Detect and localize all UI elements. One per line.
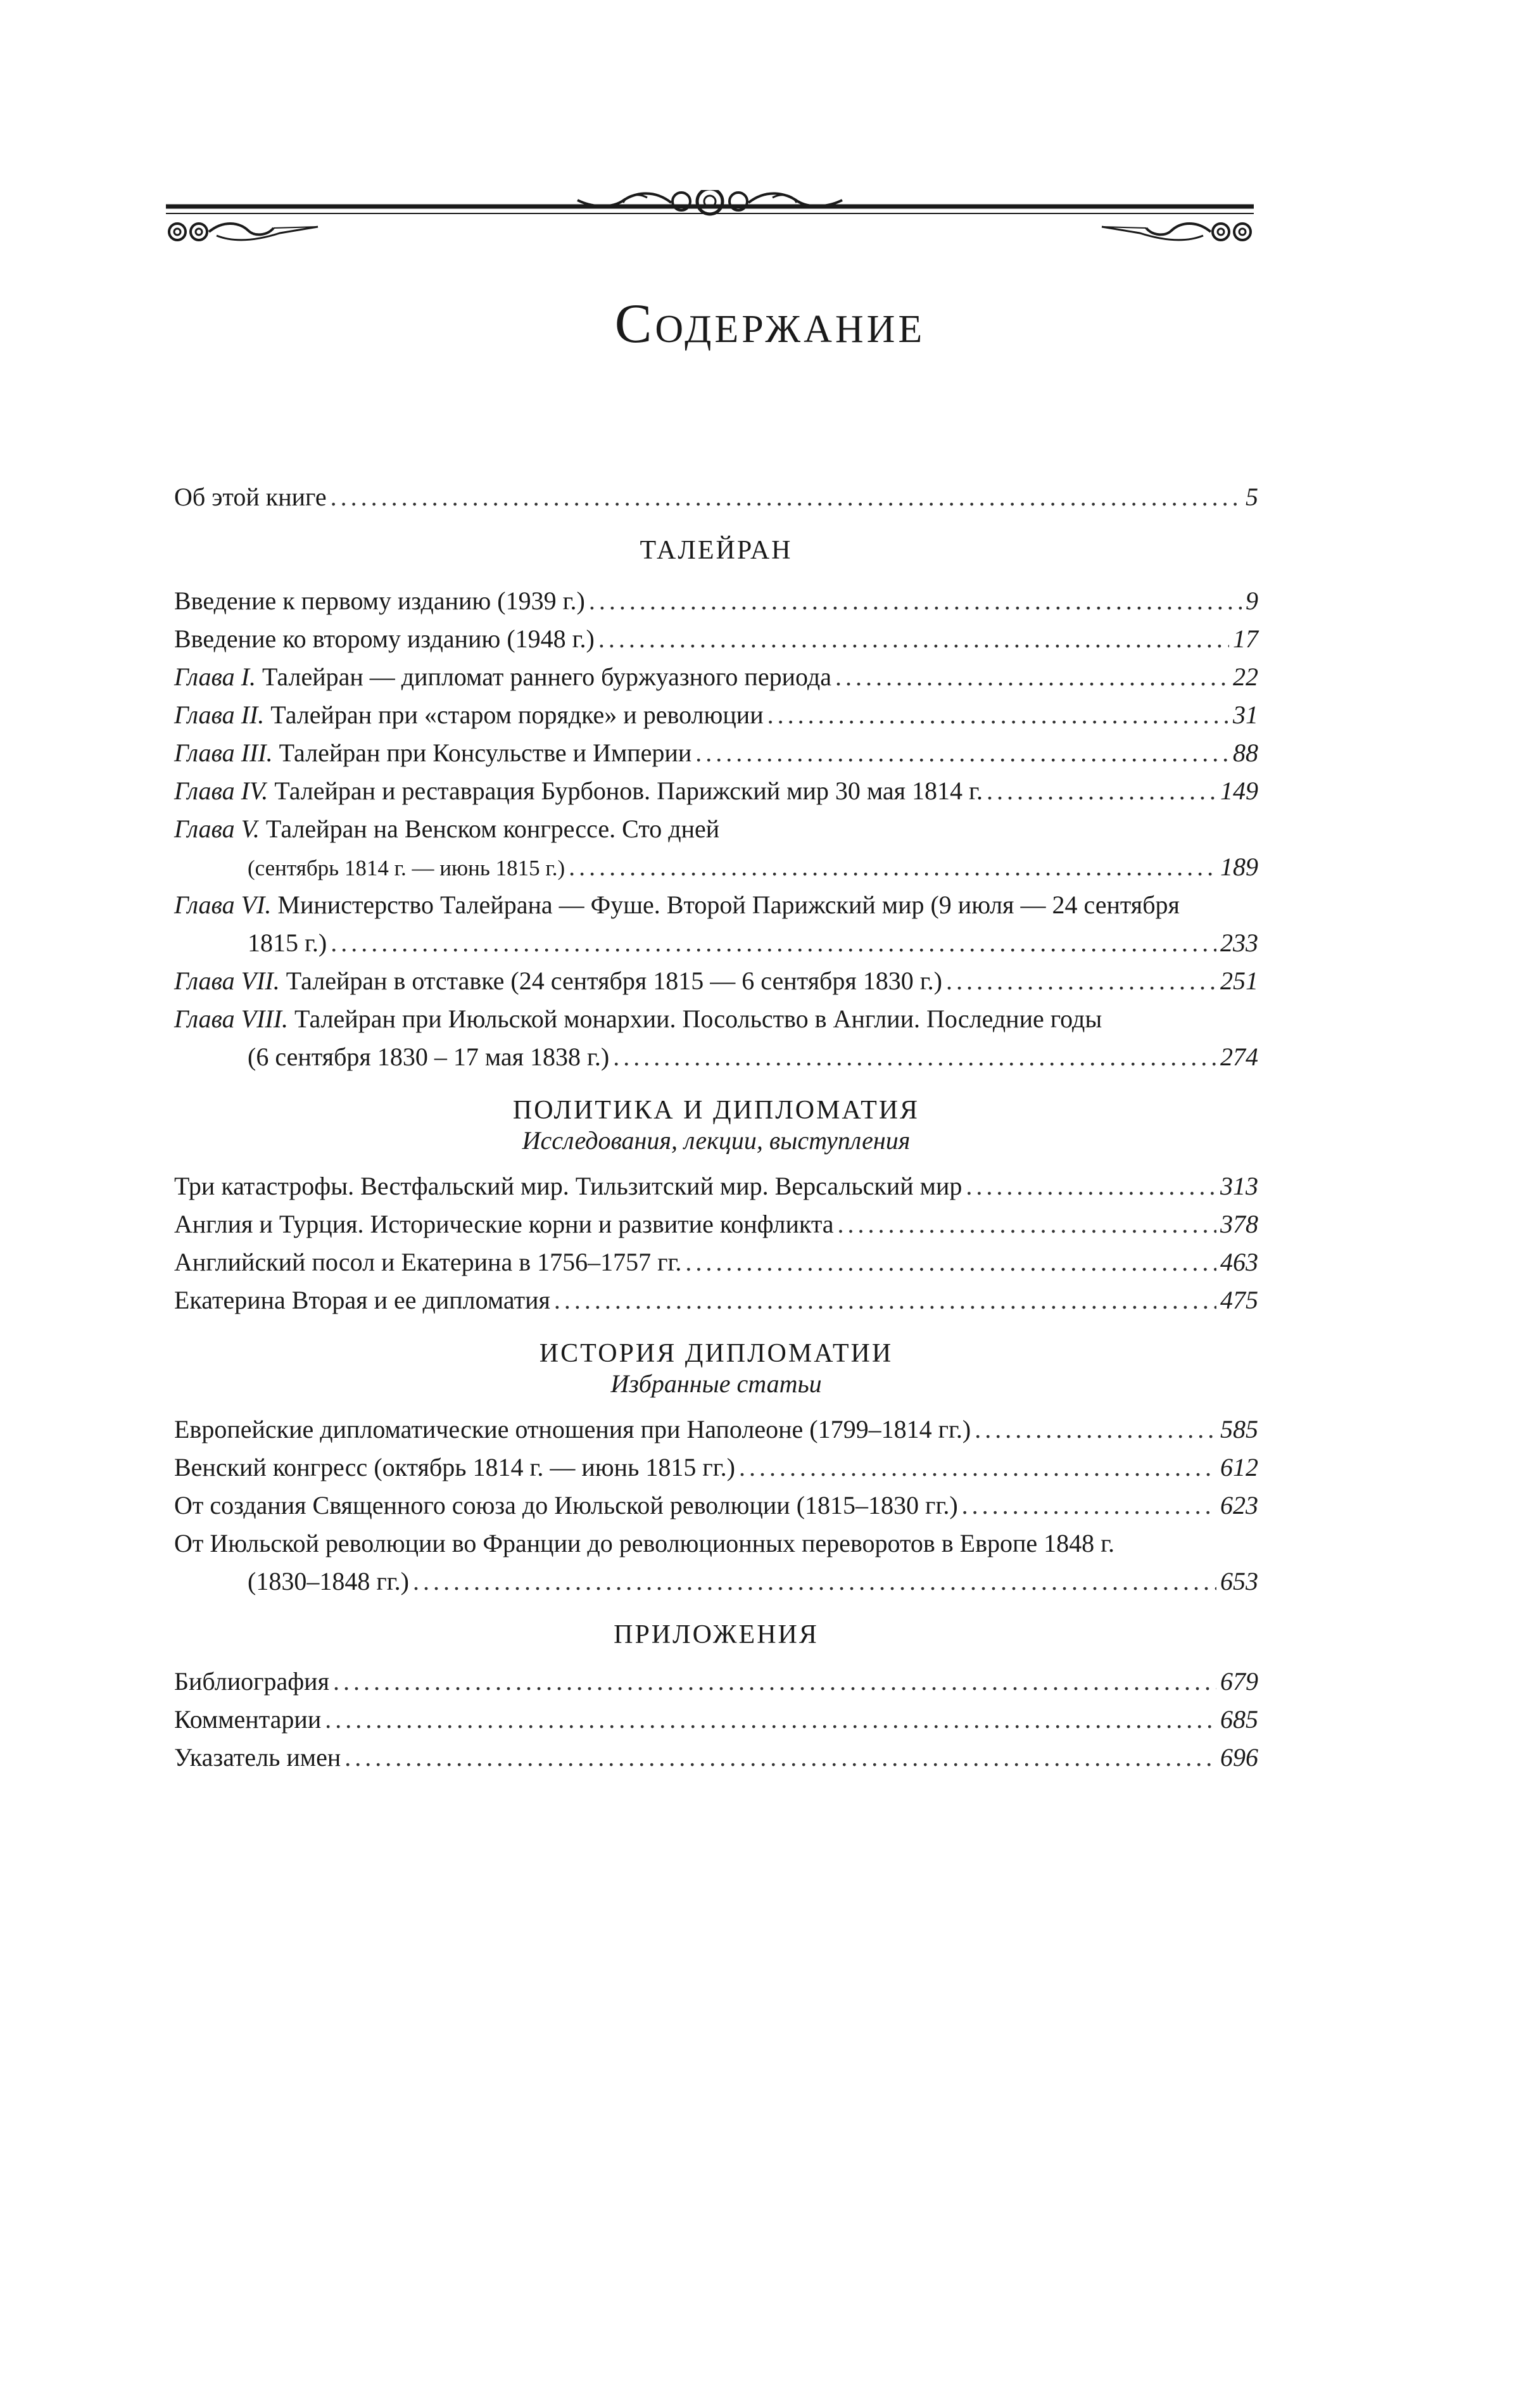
dot-leader [325,1701,1216,1739]
toc-entry-page: 274 [1220,1043,1258,1071]
chapter-prefix: Глава IV. [174,777,268,805]
toc-entry[interactable] [174,1663,1258,1701]
chapter-prefix: Глава V. [174,815,260,843]
toc-entry-label: Библиография [174,1667,329,1696]
chapter-prefix: Глава I. [174,663,256,691]
chapter-title: Министерство Талейрана — Фуше. Второй Парижский мир (9 июля — 24 сентября [277,891,1180,919]
dot-leader [344,1739,1216,1777]
toc-entry-label: Введение к первому изданию (1939 г.) [174,587,585,615]
dot-leader [569,848,1216,886]
chapter-prefix: Глава III. [174,739,273,767]
toc-entry-page: 378 [1220,1210,1258,1238]
toc-entry-page: 679 [1220,1667,1258,1696]
table-of-contents [174,478,1258,1777]
chapter-title: Талейран — дипломат раннего буржуазного периода [262,663,831,691]
section-heading-appendices: ПРИЛОЖЕНИЯ [614,1620,819,1649]
toc-entry-label: (1830–1848 гг.) [248,1567,409,1595]
toc-entry[interactable] [174,772,1258,810]
toc-entry-page: 189 [1220,853,1258,881]
dot-leader [554,1281,1216,1319]
toc-entry-label: (6 сентября 1830 – 17 мая 1838 г.) [248,1043,610,1071]
toc-entry-label [174,734,691,772]
toc-entry-label: Екатерина Вторая и ее дипломатия [174,1286,550,1314]
toc-entry-label: 1815 г.) [248,929,327,957]
section-subheading: Исследования, лекции, выступления [522,1126,911,1155]
toc-entry-page: 17 [1233,625,1258,653]
dot-leader [739,1449,1216,1487]
dot-leader [767,696,1229,734]
chapter-prefix: Глава VI. [174,891,272,919]
toc-entry-line[interactable]: От Июльской революции во Франции до революционных переворотов в Европе 1848 г. [174,1529,1115,1557]
toc-entry-page: 88 [1233,739,1258,767]
toc-entry[interactable] [174,1449,1258,1487]
toc-entry[interactable] [174,1205,1258,1243]
toc-entry[interactable] [174,1563,1258,1601]
dot-leader [413,1563,1216,1601]
section-heading-history: ИСТОРИЯ ДИПЛОМАТИИ [539,1339,893,1368]
toc-entry-page: 696 [1220,1743,1258,1772]
section-heading-talleyrand: ТАЛЕЙРАН [640,536,793,565]
toc-entry-label: Об этой книге [174,483,327,511]
toc-entry-label: Англия и Турция. Исторические корни и развитие конфликта [174,1210,834,1238]
toc-entry[interactable] [174,1243,1258,1281]
dot-leader [838,1205,1216,1243]
toc-entry-label: Указатель имен [174,1743,341,1772]
chapter-title: Талейран в отставке (24 сентября 1815 — 6 сентября 1830 г.) [286,967,942,995]
toc-entry-page: 5 [1246,483,1258,511]
toc-entry[interactable] [174,1487,1258,1525]
toc-entry-label: Комментарии [174,1705,322,1734]
toc-entry[interactable] [174,848,1258,886]
dot-leader [835,658,1229,696]
section-heading-politics: ПОЛИТИКА И ДИПЛОМАТИЯ [512,1096,920,1125]
toc-entry-label [174,658,831,696]
toc-entry-page: 623 [1220,1491,1258,1519]
toc-entry-page: 31 [1233,701,1258,729]
toc-entry[interactable] [174,924,1258,962]
toc-entry-label [174,962,942,1000]
dot-leader [331,924,1216,962]
toc-entry-label: Три катастрофы. Вестфальский мир. Тильзитский мир. Версальский мир [174,1172,962,1200]
toc-entry-line[interactable] [174,1000,1258,1038]
section-subheading: Избранные статьи [610,1369,822,1398]
toc-entry-page: 653 [1220,1567,1258,1595]
dot-leader [589,582,1242,620]
dot-leader [695,734,1229,772]
toc-entry[interactable] [174,620,1258,658]
toc-entry-label: Введение ко второму изданию (1948 г.) [174,625,595,653]
chapter-prefix: Глава VIII. [174,1005,289,1033]
chapter-title: Талейран и реставрация Бурбонов. Парижский мир 30 мая 1814 г. [274,777,983,805]
page-title: Содержание [614,293,926,355]
toc-entry-page: 685 [1220,1705,1258,1734]
toc-entry[interactable] [174,1167,1258,1205]
toc-entry-page: 149 [1220,777,1258,805]
toc-entry[interactable] [174,582,1258,620]
dot-leader [987,772,1216,810]
dot-leader [613,1038,1216,1076]
toc-entry-page: 251 [1220,967,1258,995]
dot-leader [333,1663,1216,1701]
toc-entry-page: 313 [1220,1172,1258,1200]
dot-leader [962,1487,1216,1525]
toc-entry[interactable] [174,696,1258,734]
toc-entry[interactable] [174,962,1258,1000]
chapter-title: Талейран при Июльской монархии. Посольство в Англии. Последние годы [294,1005,1102,1033]
toc-entry-label: (сентябрь 1814 г. — июнь 1815 г.) [248,856,565,880]
dot-leader [966,1167,1216,1205]
dot-leader [685,1243,1216,1281]
toc-entry-page: 233 [1220,929,1258,957]
toc-entry-page: 22 [1233,663,1258,691]
toc-entry-line[interactable] [174,810,1258,848]
toc-entry-label: Английский посол и Екатерина в 1756–1757 гг. [174,1248,682,1276]
toc-entry-label: Европейские дипломатические отношения при Наполеоне (1799–1814 гг.) [174,1415,971,1443]
toc-entry[interactable] [174,1411,1258,1449]
toc-entry-label: От создания Священного союза до Июльской революции (1815–1830 гг.) [174,1491,958,1519]
toc-entry-page: 612 [1220,1453,1258,1481]
toc-entry[interactable] [174,658,1258,696]
chapter-prefix: Глава II. [174,701,265,729]
toc-entry-label [174,772,983,810]
dot-leader [331,478,1242,516]
chapter-prefix: Глава VII. [174,967,280,995]
toc-entry-label [174,696,764,734]
chapter-title: Талейран на Венском конгрессе. Сто дней [265,815,720,843]
toc-entry-about-book[interactable] [174,478,1258,516]
toc-entry[interactable] [174,734,1258,772]
toc-entry-label: Венский конгресс (октябрь 1814 г. — июнь 1815 гг.) [174,1453,735,1481]
toc-entry[interactable] [174,1701,1258,1739]
chapter-title: Талейран при Консульстве и Империи [279,739,692,767]
toc-entry-page: 463 [1220,1248,1258,1276]
toc-entry[interactable] [174,1739,1258,1777]
toc-entry-page: 475 [1220,1286,1258,1314]
toc-entry-line[interactable] [174,886,1258,924]
toc-entry-page: 585 [1220,1415,1258,1443]
dot-leader [975,1411,1216,1449]
dot-leader [598,620,1229,658]
toc-entry[interactable] [174,1281,1258,1319]
chapter-title: Талейран при «старом порядке» и революции [270,701,764,729]
dot-leader [946,962,1216,1000]
toc-entry[interactable] [174,1038,1258,1076]
toc-entry-page: 9 [1246,587,1258,615]
header-ornament [166,190,1254,253]
